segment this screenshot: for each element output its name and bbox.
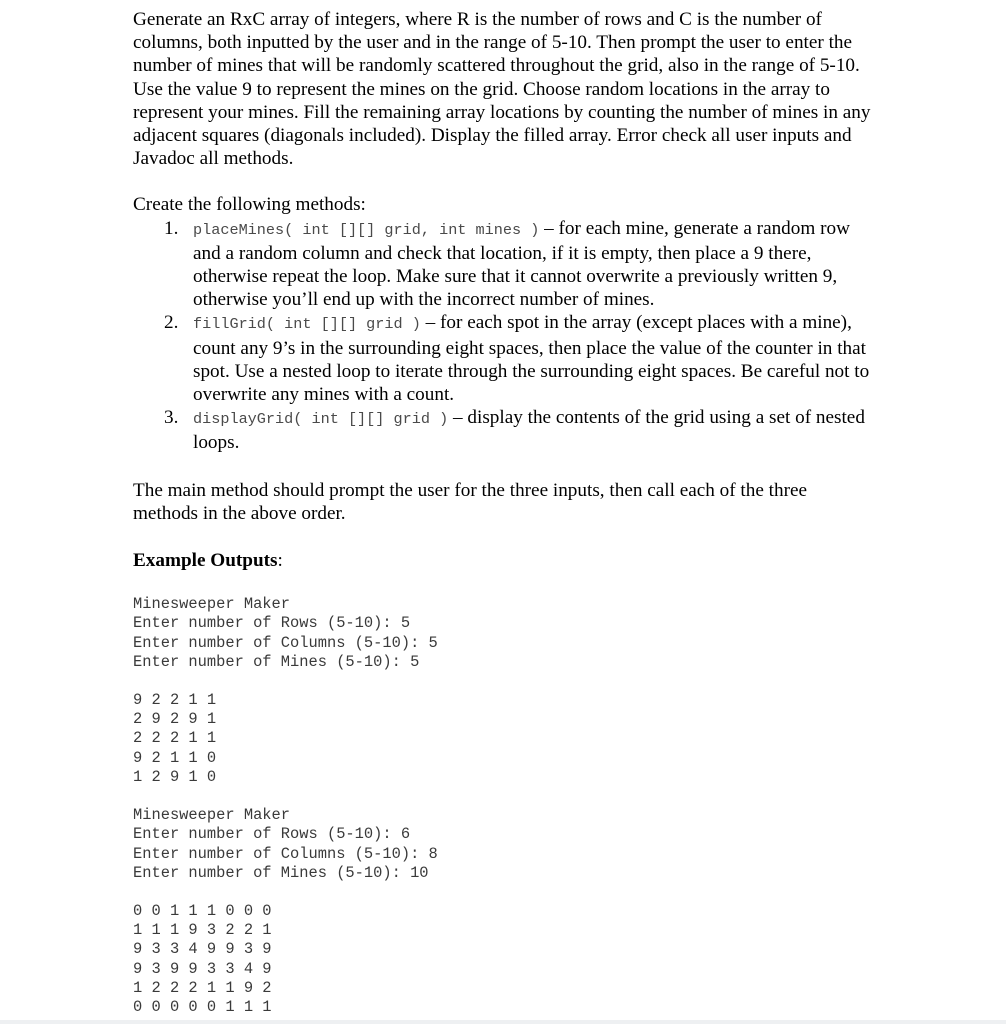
method-number: 3. [164,407,179,429]
example2-grid-output: 0 0 1 1 1 0 0 0 1 1 1 9 3 2 2 1 9 3 3 4 9 9 3 9 9 3 9 9 3 3 4 9 1 2 2 2 1 1 9 2 0 0 0 0 0 1 1 1 [133,901,272,1016]
method-item-fill-grid [133,311,873,406]
intro-paragraph: Generate an RxC array of integers, where R is the number of rows and C is the number of columns, both inputted by the user and in the range of 5-10. Then prompt the user to enter the number of mines that will be randomly scattered throughout the grid, also in the range of 5-10. Use the value 9 to represent the mines on the grid. Choose random locations in the array to represent your mines. Fill the remaining array locations by counting the number of mines in any adjacent squares (diagonals included). Display the filled array. Error check all user inputs and Javadoc all methods. [133,9,871,170]
method-signature: fillGrid( int [][] grid ) [193,315,421,334]
method-number: 1. [164,217,179,239]
methods-heading: Create the following methods: [133,194,366,216]
example1-console-prompts: Minesweeper Maker Enter number of Rows (5-10): 5 Enter number of Columns (5-10): 5 Enter number of Mines (5-10): 5 [133,595,438,671]
example-heading-colon: : [277,550,283,572]
example1-grid-output: 9 2 2 1 1 2 9 2 9 1 2 2 2 1 1 9 2 1 1 0 1 2 9 1 0 [133,691,217,786]
method-signature: placeMines( int [][] grid, int mines ) [193,220,540,239]
method-description: – for each spot in the array (except places with a mine), count any 9’s in the surrounding eight spaces, then place the value of the counter in that spot. Use a nested loop to iterate through the surrounding eight spaces. Be careful not to overwrite any mines with a count. [193,312,870,406]
method-item-display-grid [133,406,873,454]
example2-console-prompts: Minesweeper Maker Enter number of Rows (5-10): 6 Enter number of Columns (5-10): 8 Enter number of Mines (5-10): 10 [133,806,438,882]
assignment-document [133,8,873,1017]
example-outputs-heading [133,549,873,572]
example-heading-bold: Example Outputs [133,550,278,572]
methods-list [133,217,873,455]
method-description: – display the contents of the grid using a set of nested loops. [193,407,865,454]
main-method-note: The main method should prompt the user for the three inputs, then call each of the three methods in the above order. [133,479,808,524]
method-item-place-mines [133,217,873,312]
bottom-divider [0,1020,1006,1024]
method-number: 2. [164,312,179,334]
method-signature: displayGrid( int [][] grid ) [193,410,449,429]
method-description: – for each mine, generate a random row and a random column and check that location, if it is empty, then place a 9 there, otherwise repeat the loop. Make sure that it cannot overwrite a previously written 9, otherwise you’ll end up with the incorrect number of mines. [193,217,850,311]
